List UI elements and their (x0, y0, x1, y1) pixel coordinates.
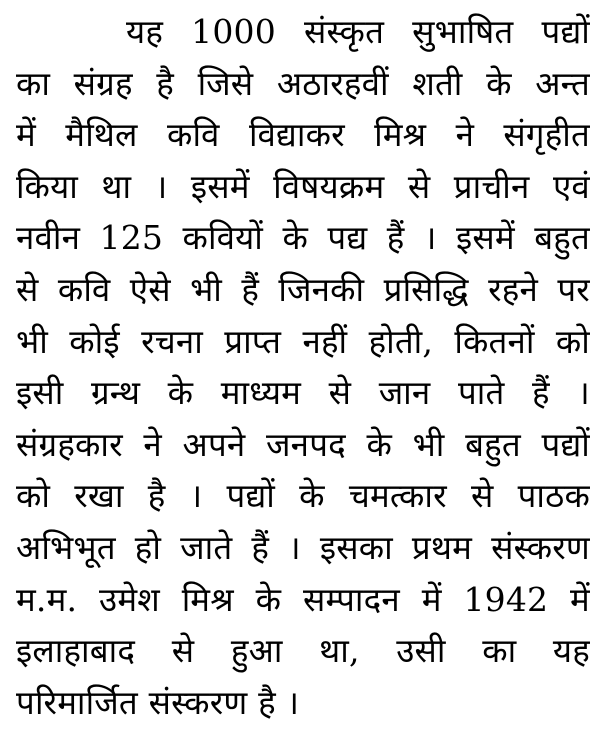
paragraph-line-12: म.म. उमेश मिश्र के सम्पादन में 1942 में (16, 579, 590, 619)
paragraph-line-14: परिमार्जित संस्करण है । (16, 682, 300, 722)
paragraph-line-5: नवीन 125 कवियों के पद्य हैं । इसमें बहुत (16, 218, 590, 258)
paragraph-line-9: संग्रहकार ने अपने जनपद के भी बहुत पद्यों (16, 424, 590, 464)
paragraph-line-10: को रखा है । पद्यों के चमत्कार से पाठक (16, 476, 590, 516)
paragraph-line-3: में मैथिल कवि विद्याकर मिश्र ने संगृहीत (16, 115, 590, 155)
paragraph-line-4: किया था । इसमें विषयक्रम से प्राचीन एवं (16, 166, 590, 206)
paragraph-line-8: इसी ग्रन्थ के माध्यम से जान पाते हैं । (16, 373, 590, 413)
paragraph-line-11: अभिभूत हो जाते हैं । इसका प्रथम संस्करण (16, 527, 590, 567)
paragraph-line-7: भी कोई रचना प्राप्त नहीं होती, कितनों को (16, 321, 590, 361)
paragraph-line-6: से कवि ऐसे भी हैं जिनकी प्रसिद्धि रहने पर (16, 269, 590, 309)
paragraph-line-1: यह 1000 संस्कृत सुभाषित पद्यों (126, 12, 590, 51)
paragraph-line-2: का संग्रह है जिसे अठारहवीं शती के अन्त (16, 63, 590, 103)
paragraph-line-13: इलाहाबाद से हुआ था, उसी का यह (16, 631, 590, 671)
